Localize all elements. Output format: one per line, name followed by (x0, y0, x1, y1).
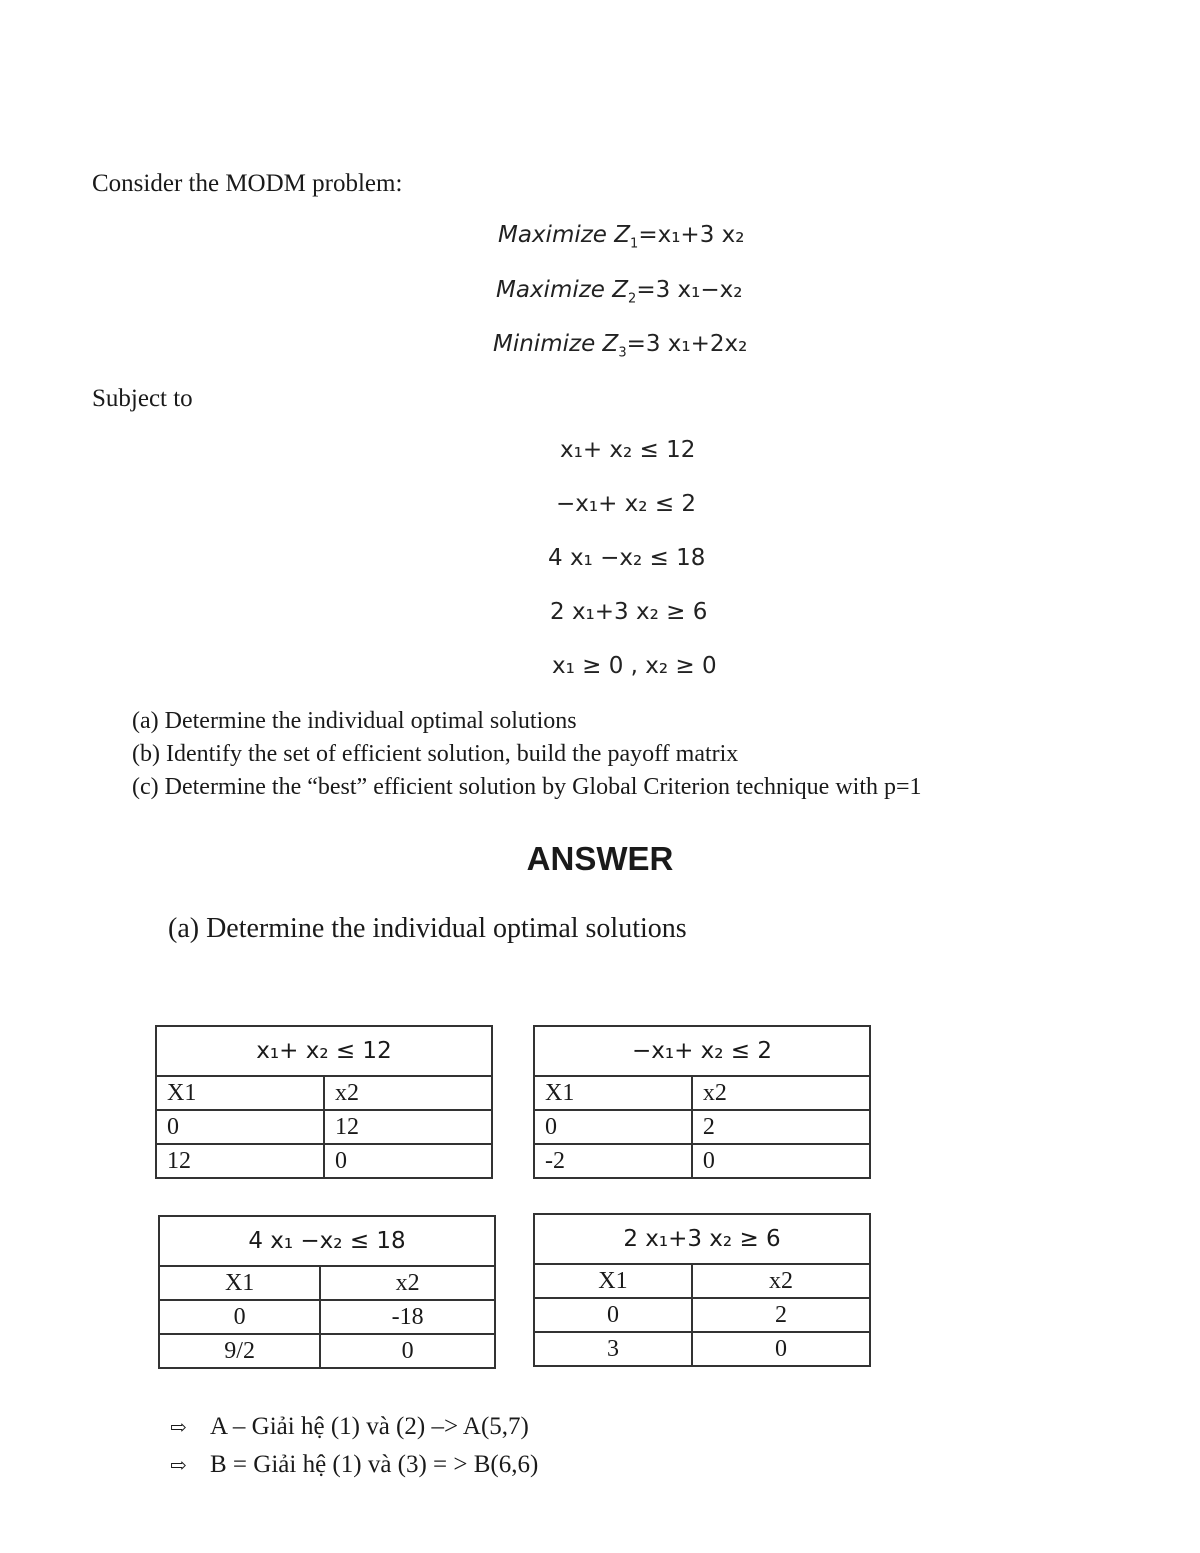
table-row (159, 1300, 495, 1334)
table-row (159, 1334, 495, 1368)
table-row (534, 1144, 870, 1178)
table-cell: 2 (692, 1298, 870, 1332)
table-col-x1: X1 (159, 1266, 320, 1300)
table-cell: 0 (156, 1110, 324, 1144)
conclusion-b: ⇨ B = Giải hệ (1) và (3) = > B(6,6) (170, 1451, 539, 1478)
table-row (156, 1144, 492, 1178)
table-row (534, 1076, 870, 1110)
points-table-constraint-1 (155, 1025, 493, 1179)
table-row (156, 1076, 492, 1110)
table-col-x2: x2 (692, 1264, 870, 1298)
table-cell: 0 (324, 1144, 492, 1178)
table-col-x2: x2 (320, 1266, 495, 1300)
question-a: (a) Determine the individual optimal solutions (132, 708, 577, 734)
objective-2: Maximize $Z_2=3$ x₁−x₂ (496, 277, 743, 307)
table-row (159, 1266, 495, 1300)
constraint-5: x₁ ≥ 0 , x₂ ≥ 0 (552, 653, 717, 679)
answer-subheading: (a) Determine the individual optimal solutions (168, 913, 687, 944)
table-header: 2 x₁+3 x₂ ≥ 6 (534, 1214, 870, 1264)
table-cell: 12 (156, 1144, 324, 1178)
question-b: (b) Identify the set of efficient solution, build the payoff matrix (132, 741, 739, 767)
table-col-x1: X1 (156, 1076, 324, 1110)
intro-text: Consider the MODM problem: (92, 170, 403, 197)
table-cell: 0 (534, 1298, 692, 1332)
constraint-1: x₁+ x₂ ≤ 12 (560, 437, 696, 463)
table-row (156, 1110, 492, 1144)
table-header: −x₁+ x₂ ≤ 2 (534, 1026, 870, 1076)
objective-1: Maximize $Z_1=x_1+3$ x₂ (498, 222, 745, 252)
table-col-x2: x2 (324, 1076, 492, 1110)
arrow-right-icon: ⇨ (170, 1455, 187, 1477)
table-cell: 0 (692, 1332, 870, 1366)
table-cell: 2 (692, 1110, 870, 1144)
table-header: x₁+ x₂ ≤ 12 (156, 1026, 492, 1076)
subject-to-label: Subject to (92, 385, 193, 412)
points-table-constraint-4 (533, 1213, 871, 1367)
table-cell: 0 (159, 1300, 320, 1334)
table-row (534, 1264, 870, 1298)
answer-heading: ANSWER (526, 840, 674, 877)
table-row (534, 1110, 870, 1144)
table-cell: 0 (320, 1334, 495, 1368)
table-header: 4 x₁ −x₂ ≤ 18 (159, 1216, 495, 1266)
table-cell: 3 (534, 1332, 692, 1366)
points-table-constraint-3 (158, 1215, 496, 1369)
points-table-constraint-2 (533, 1025, 871, 1179)
table-cell: 12 (324, 1110, 492, 1144)
constraint-3: 4 x₁ −x₂ ≤ 18 (548, 545, 706, 571)
table-col-x2: x2 (692, 1076, 870, 1110)
table-col-x1: X1 (534, 1076, 692, 1110)
constraint-2: −x₁+ x₂ ≤ 2 (556, 491, 697, 517)
table-cell: 9/2 (159, 1334, 320, 1368)
table-row (534, 1298, 870, 1332)
arrow-right-icon: ⇨ (170, 1417, 187, 1439)
conclusion-a: ⇨ A – Giải hệ (1) và (2) –> A(5,7) (170, 1413, 529, 1440)
question-c: (c) Determine the “best” efficient solution by Global Criterion technique with p=1 (132, 774, 922, 800)
table-row (534, 1332, 870, 1366)
table-cell: -2 (534, 1144, 692, 1178)
table-cell: -18 (320, 1300, 495, 1334)
objective-3: Minimize $Z_3=3$ x₁+2x₂ (493, 331, 748, 361)
table-cell: 0 (534, 1110, 692, 1144)
table-col-x1: X1 (534, 1264, 692, 1298)
table-cell: 0 (692, 1144, 870, 1178)
constraint-4: 2 x₁+3 x₂ ≥ 6 (550, 599, 708, 625)
